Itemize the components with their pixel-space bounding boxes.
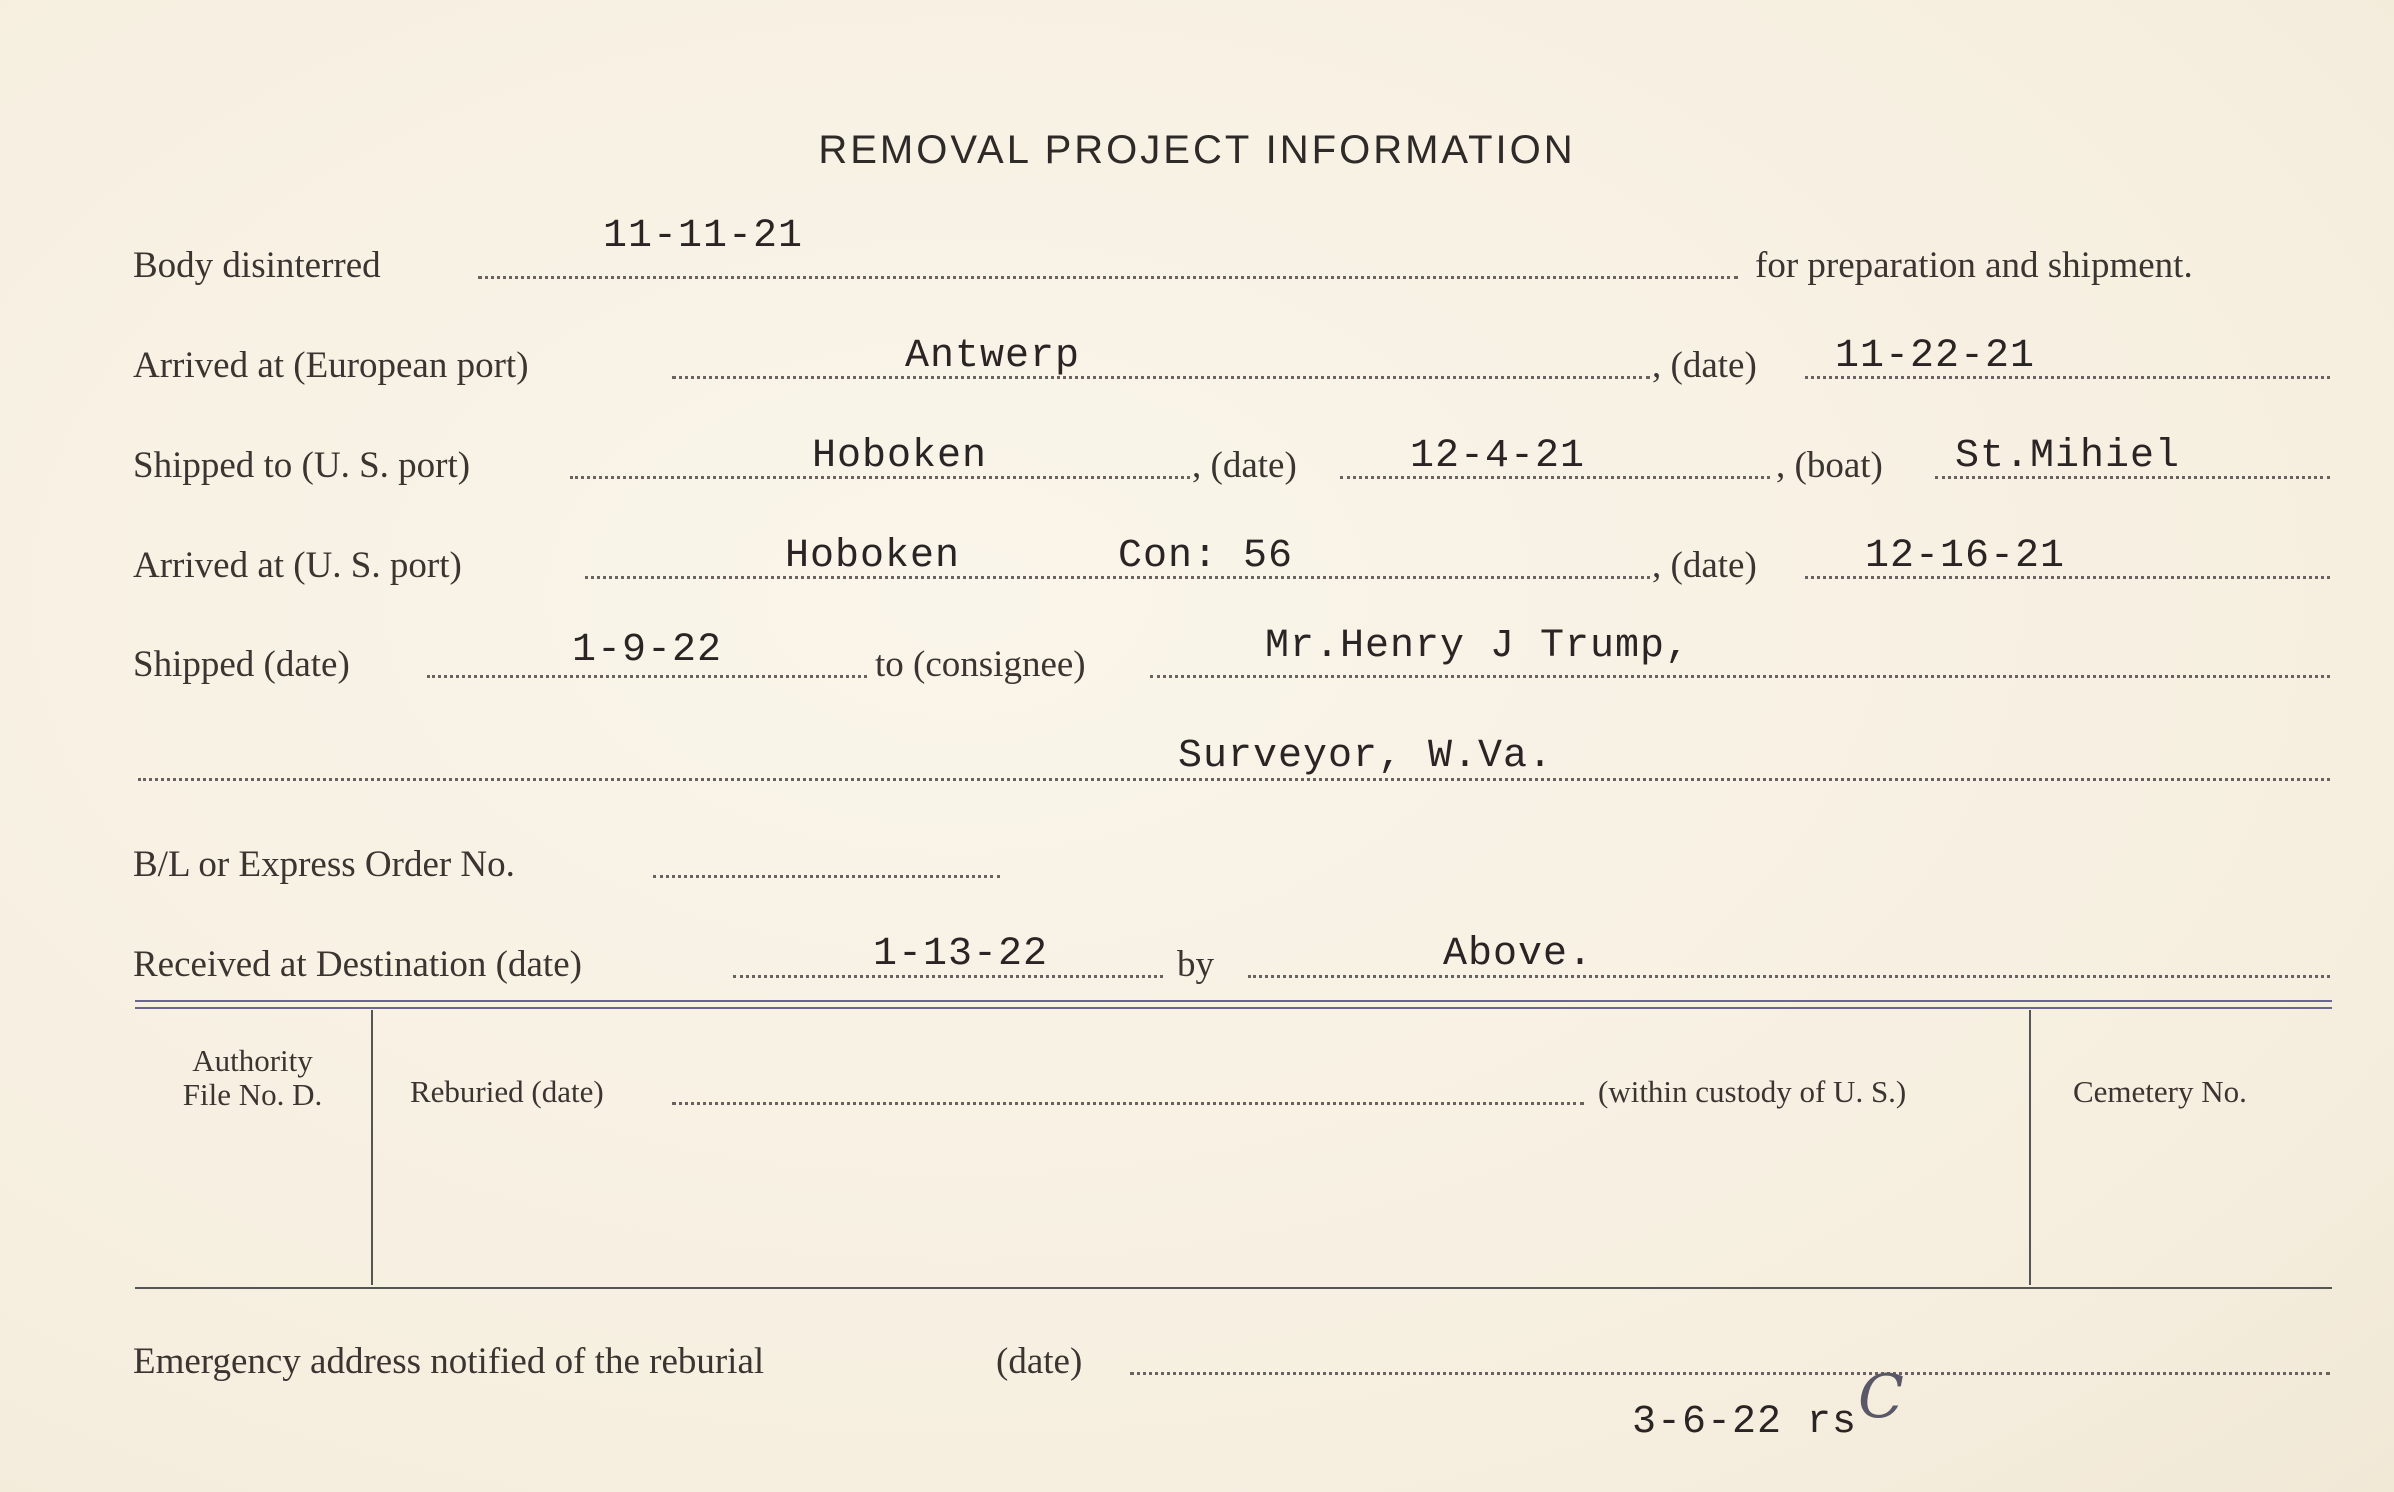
received-date: 1-13-22 <box>873 932 1049 977</box>
shipped-to-us-port: Hoboken <box>812 434 988 479</box>
box-divider-right <box>2029 1010 2031 1285</box>
arrived-european-port: Antwerp <box>905 334 1081 379</box>
body-disinterred-line <box>478 276 1738 279</box>
shipped-to-us-boat: St.Mihiel <box>1955 434 2181 479</box>
arrived-us-label: Arrived at (U. S. port) <box>133 545 462 586</box>
received-by: Above. <box>1443 932 1594 977</box>
shipped-to-us-boat-label: , (boat) <box>1776 445 1883 486</box>
consignee-address: Surveyor, W.Va. <box>1178 734 1554 779</box>
shipped-date-label: Shipped (date) <box>133 644 350 685</box>
arrived-european-date-label: , (date) <box>1652 345 1757 386</box>
shipped-to-us-label: Shipped to (U. S. port) <box>133 445 471 486</box>
consignee-label: to (consignee) <box>875 644 1086 685</box>
arrived-us-date: 12-16-21 <box>1865 534 2066 579</box>
emergency-label: Emergency address notified of the reburial <box>133 1341 765 1382</box>
bl-order-label: B/L or Express Order No. <box>133 844 515 885</box>
body-disinterred-suffix: for preparation and shipment. <box>1755 245 2193 286</box>
received-by-label: by <box>1177 944 1214 985</box>
arrived-european-line <box>672 376 1650 379</box>
reburied-label: Reburied (date) <box>410 1074 604 1109</box>
handwritten-initial: C <box>1858 1362 1904 1432</box>
shipped-date-line <box>427 675 867 678</box>
box-bottom-rule <box>135 1287 2332 1289</box>
arrived-european-label: Arrived at (European port) <box>133 345 529 386</box>
emergency-date-label: (date) <box>996 1341 1083 1382</box>
body-disinterred-label: Body disinterred <box>133 245 381 286</box>
file-number-label: File No. D. <box>182 1077 323 1112</box>
arrived-us-date-label: , (date) <box>1652 545 1757 586</box>
shipped-to-us-date: 12-4-21 <box>1410 434 1586 479</box>
consignee-line <box>1150 675 2330 678</box>
reburied-line <box>672 1102 1584 1105</box>
box-top-rule-2 <box>135 1007 2332 1009</box>
box-divider-left <box>371 1010 373 1285</box>
custody-label: (within custody of U. S.) <box>1598 1074 1907 1109</box>
shipped-date-value: 1-9-22 <box>572 628 723 673</box>
arrived-us-container: Con: 56 <box>1118 534 1294 579</box>
body-disinterred-value: 11-11-21 <box>603 214 804 259</box>
arrived-european-date: 11-22-21 <box>1835 334 2036 379</box>
card-title: REMOVAL PROJECT INFORMATION <box>818 128 1576 172</box>
authority-label: Authority <box>192 1043 313 1078</box>
box-top-rule <box>135 1000 2332 1002</box>
arrived-us-port: Hoboken <box>785 534 961 579</box>
bl-order-line <box>653 875 1000 878</box>
received-label: Received at Destination (date) <box>133 944 582 985</box>
emergency-date-line <box>1130 1372 2330 1375</box>
notification-stamp: 3-6-22 rs <box>1632 1400 1858 1445</box>
consignee-name: Mr.Henry J Trump, <box>1265 624 1691 669</box>
shipped-to-us-date-label: , (date) <box>1192 445 1297 486</box>
received-by-line <box>1248 975 2330 978</box>
cemetery-number-label: Cemetery No. <box>2073 1074 2247 1109</box>
